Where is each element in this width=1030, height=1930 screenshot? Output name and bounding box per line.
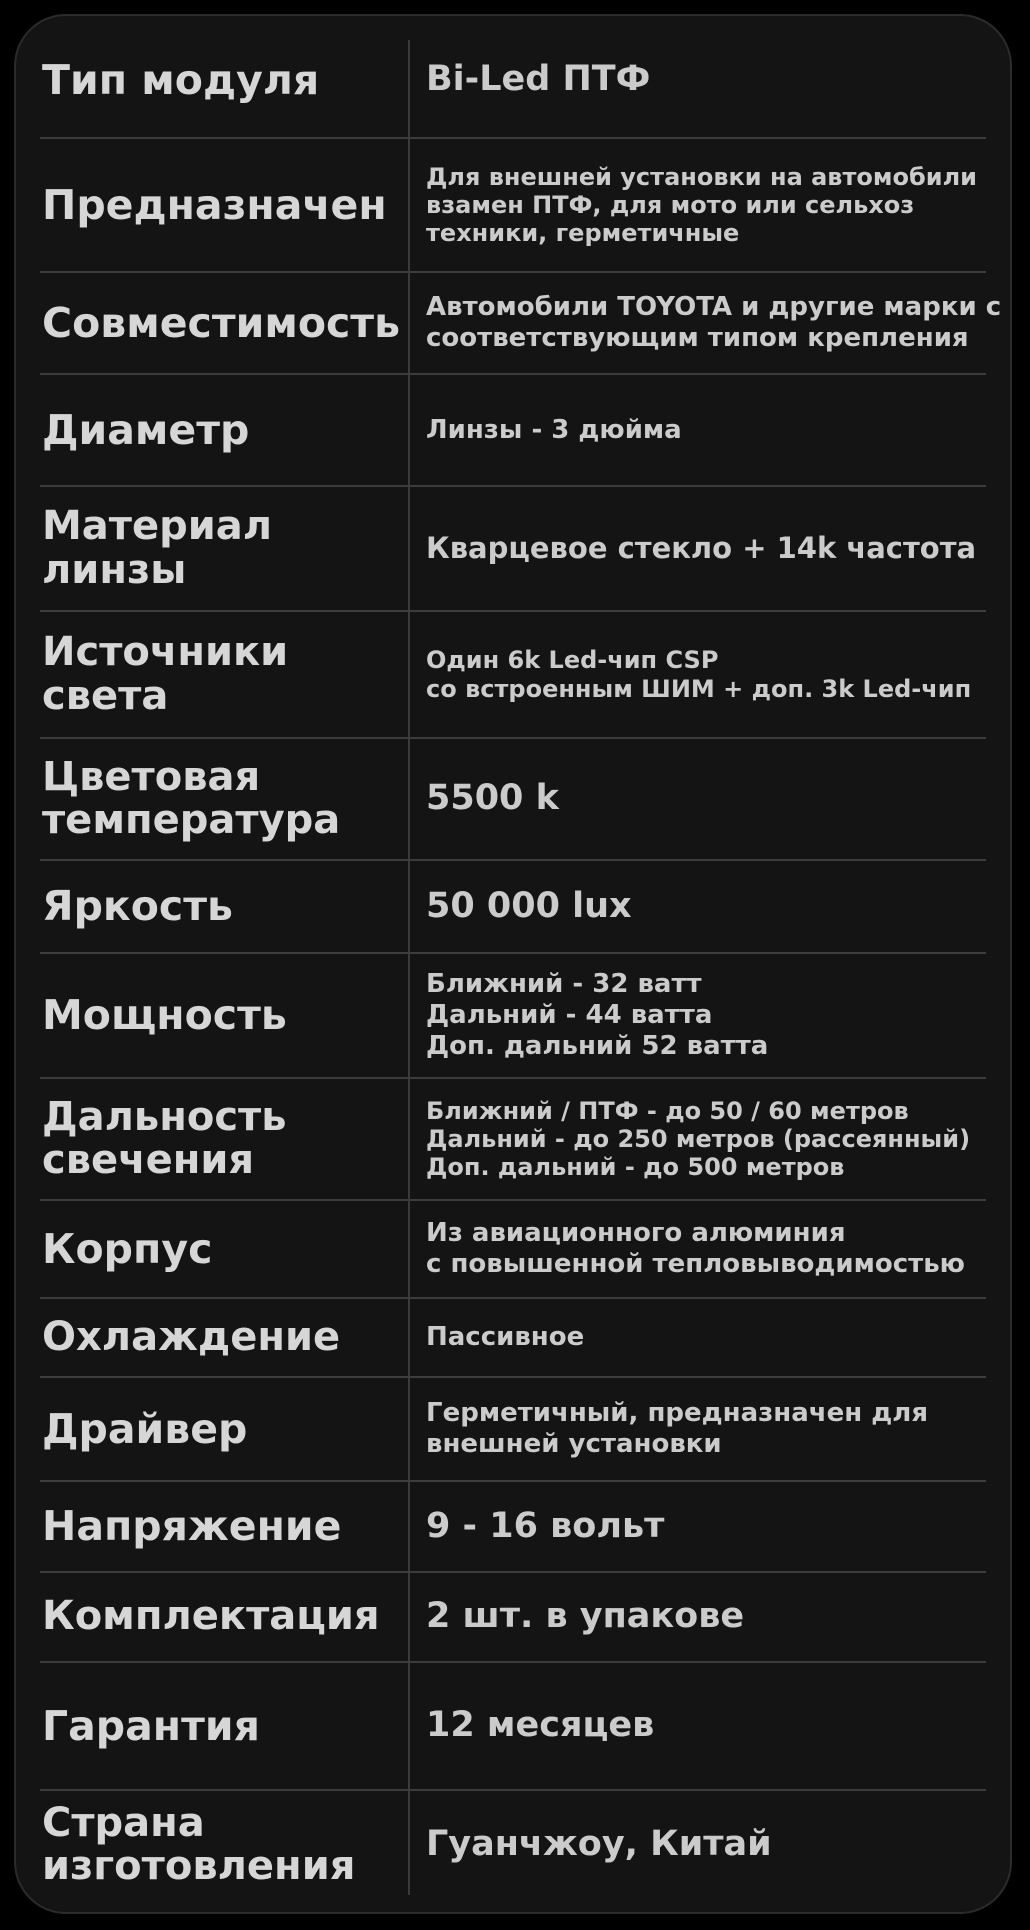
spec-label-text: Дальность свечения bbox=[42, 1093, 287, 1183]
spec-value bbox=[426, 22, 1011, 138]
spec-label-text: Диаметр bbox=[42, 405, 250, 454]
spec-label bbox=[42, 1298, 410, 1377]
spec-value-text: Из авиационного алюминия с повышенной тепловыводимостью bbox=[426, 1218, 965, 1279]
spec-value-text: Автомобили TOYOTA и другие марки с соответствующим типом крепления bbox=[426, 292, 1002, 353]
spec-value-text: Пассивное bbox=[426, 1322, 585, 1353]
spec-value-text: Один 6k Led-чип CSP со встроенным ШИМ + доп. 3k Led-чип bbox=[426, 646, 972, 703]
spec-label-text: Охлаждение bbox=[42, 1313, 341, 1360]
spec-label bbox=[42, 611, 410, 738]
spec-label bbox=[42, 1377, 410, 1481]
spec-label-text: Тип модуля bbox=[42, 55, 320, 104]
spec-label-text: Корпус bbox=[42, 1224, 213, 1273]
spec-value-text: Ближний / ПТФ - до 50 / 60 метров Дальний - до 250 метров (рассеянный) Доп. дальний - до 500 метров bbox=[426, 1096, 971, 1182]
spec-value bbox=[426, 1200, 1011, 1298]
spec-value-text: Линзы - 3 дюйма bbox=[426, 414, 682, 445]
spec-value-text: 5500 k bbox=[426, 778, 559, 819]
spec-label-text: Драйвер bbox=[42, 1404, 248, 1453]
spec-label bbox=[42, 1481, 410, 1572]
spec-value bbox=[426, 738, 1011, 860]
spec-value bbox=[426, 1790, 1011, 1900]
spec-value bbox=[426, 138, 1011, 272]
spec-label-text: Напряжение bbox=[42, 1502, 342, 1551]
spec-label bbox=[42, 953, 410, 1078]
spec-label-text: Комплектация bbox=[42, 1593, 380, 1640]
spec-label-text: Совместимость bbox=[42, 298, 400, 347]
spec-label-text: Предназначен bbox=[42, 180, 387, 229]
spec-value-text: Гуанчжоу, Китай bbox=[426, 1824, 772, 1865]
spec-value bbox=[426, 860, 1011, 953]
spec-value bbox=[426, 1572, 1011, 1662]
spec-value bbox=[426, 1481, 1011, 1572]
spec-label-text: Материал линзы bbox=[42, 503, 273, 593]
spec-label-text: Мощность bbox=[42, 991, 287, 1040]
spec-value-text: 9 - 16 вольт bbox=[426, 1505, 665, 1546]
spec-label bbox=[42, 1078, 410, 1200]
spec-value-text: Ближний - 32 ватт Дальний - 44 ватта Доп. дальний 52 ватта bbox=[426, 969, 769, 1061]
spec-label bbox=[42, 738, 410, 860]
spec-value bbox=[426, 1078, 1011, 1200]
spec-label-text: Яркость bbox=[42, 882, 233, 931]
spec-label-text: Цветовая температура bbox=[42, 753, 341, 843]
spec-value-text: 12 месяцев bbox=[426, 1705, 655, 1746]
spec-label bbox=[42, 1662, 410, 1790]
spec-value bbox=[426, 374, 1011, 486]
spec-value bbox=[426, 1298, 1011, 1377]
spec-value bbox=[426, 611, 1011, 738]
spec-label bbox=[42, 1790, 410, 1900]
spec-value-text: Для внешней установки на автомобили взамен ПТФ, для мото или сельхоз техники, герметичные bbox=[426, 162, 977, 248]
spec-value-text: Герметичный, предназначен для внешней установки bbox=[426, 1398, 929, 1459]
spec-value bbox=[426, 486, 1011, 611]
spec-label bbox=[42, 22, 410, 138]
spec-label-text: Источники света bbox=[42, 629, 289, 719]
spec-label-text: Гарантия bbox=[42, 1701, 260, 1750]
spec-label bbox=[42, 272, 410, 374]
spec-label bbox=[42, 860, 410, 953]
spec-value bbox=[426, 953, 1011, 1078]
spec-value bbox=[426, 1377, 1011, 1481]
spec-value bbox=[426, 272, 1011, 374]
spec-value-text: 2 шт. в упакове bbox=[426, 1596, 745, 1637]
spec-label bbox=[42, 486, 410, 611]
spec-label bbox=[42, 374, 410, 486]
spec-label-text: Страна изготовления bbox=[42, 1799, 356, 1889]
spec-label bbox=[42, 1200, 410, 1298]
spec-label bbox=[42, 138, 410, 272]
spec-value-text: 50 000 lux bbox=[426, 885, 632, 926]
spec-value-text: Bi-Led ПТФ bbox=[426, 59, 651, 100]
spec-value bbox=[426, 1662, 1011, 1790]
spec-value-text: Кварцевое стекло + 14k частота bbox=[426, 531, 977, 566]
spec-label bbox=[42, 1572, 410, 1662]
